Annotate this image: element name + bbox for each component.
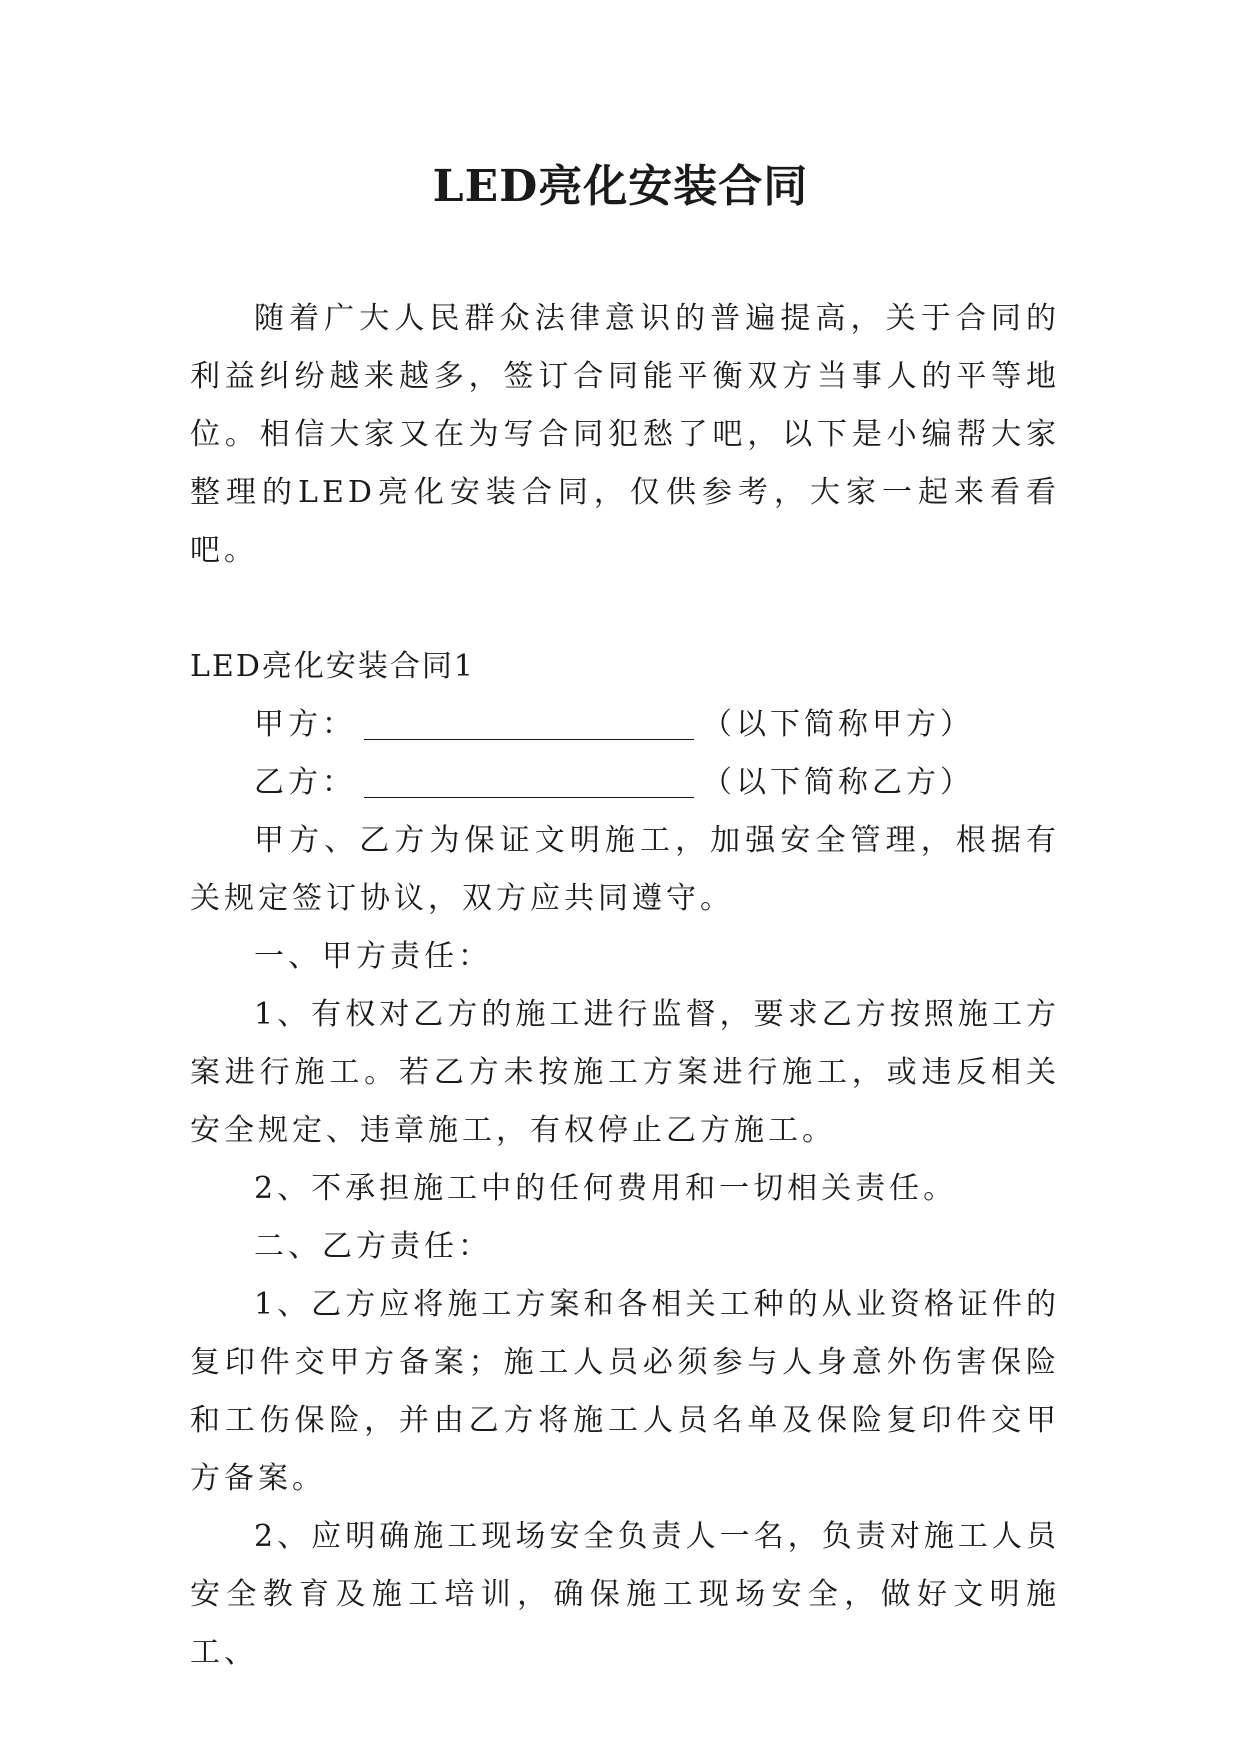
document-body xyxy=(190,290,1060,1682)
party-a-label: 甲方： xyxy=(254,707,356,742)
party-a-duties-heading: 一、甲方责任： xyxy=(254,939,492,974)
party-b-line xyxy=(190,754,1060,812)
party-a-note: （以下简称甲方） xyxy=(702,707,974,742)
party-a-duty-2: 2、不承担施工中的任何费用和一切相关责任。 xyxy=(254,1171,958,1206)
contract-section-title: LED亮化安装合同1 xyxy=(190,649,475,684)
party-b-blank xyxy=(364,767,694,798)
party-b-duty-1: 1、乙方应将施工方案和各相关工种的从业资格证件的复印件交甲方备案；施工人员必须参与人身意外伤害保险和工伤保险，并由乙方将施工人员名单及保险复印件交甲方备案。 xyxy=(190,1287,1060,1496)
party-b-duties-heading: 二、乙方责任： xyxy=(254,1229,492,1264)
party-a-blank xyxy=(364,709,694,740)
party-b-duty-2: 2、应明确施工现场安全负责人一名，负责对施工人员安全教育及施工培训，确保施工现场安全，做好文明施工、 xyxy=(190,1519,1060,1670)
intro-paragraph: 随着广大人民群众法律意识的普遍提高，关于合同的利益纠纷越来越多，签订合同能平衡双方当事人的平等地位。相信大家又在为写合同犯愁了吧，以下是小编帮大家整理的LED亮化安装合同，仅供参考，大家一起来看看吧。 xyxy=(190,301,1060,568)
agreement-paragraph: 甲方、乙方为保证文明施工，加强安全管理，根据有关规定签订协议，双方应共同遵守。 xyxy=(190,823,1060,916)
document-title: LED亮化安装合同 xyxy=(432,161,809,212)
party-a-duty-1: 1、有权对乙方的施工进行监督，要求乙方按照施工方案进行施工。若乙方未按施工方案进行施工，或违反相关安全规定、违章施工，有权停止乙方施工。 xyxy=(190,997,1060,1148)
party-b-note: （以下简称乙方） xyxy=(702,765,974,800)
party-a-line xyxy=(190,696,1060,754)
party-b-label: 乙方： xyxy=(254,765,356,800)
